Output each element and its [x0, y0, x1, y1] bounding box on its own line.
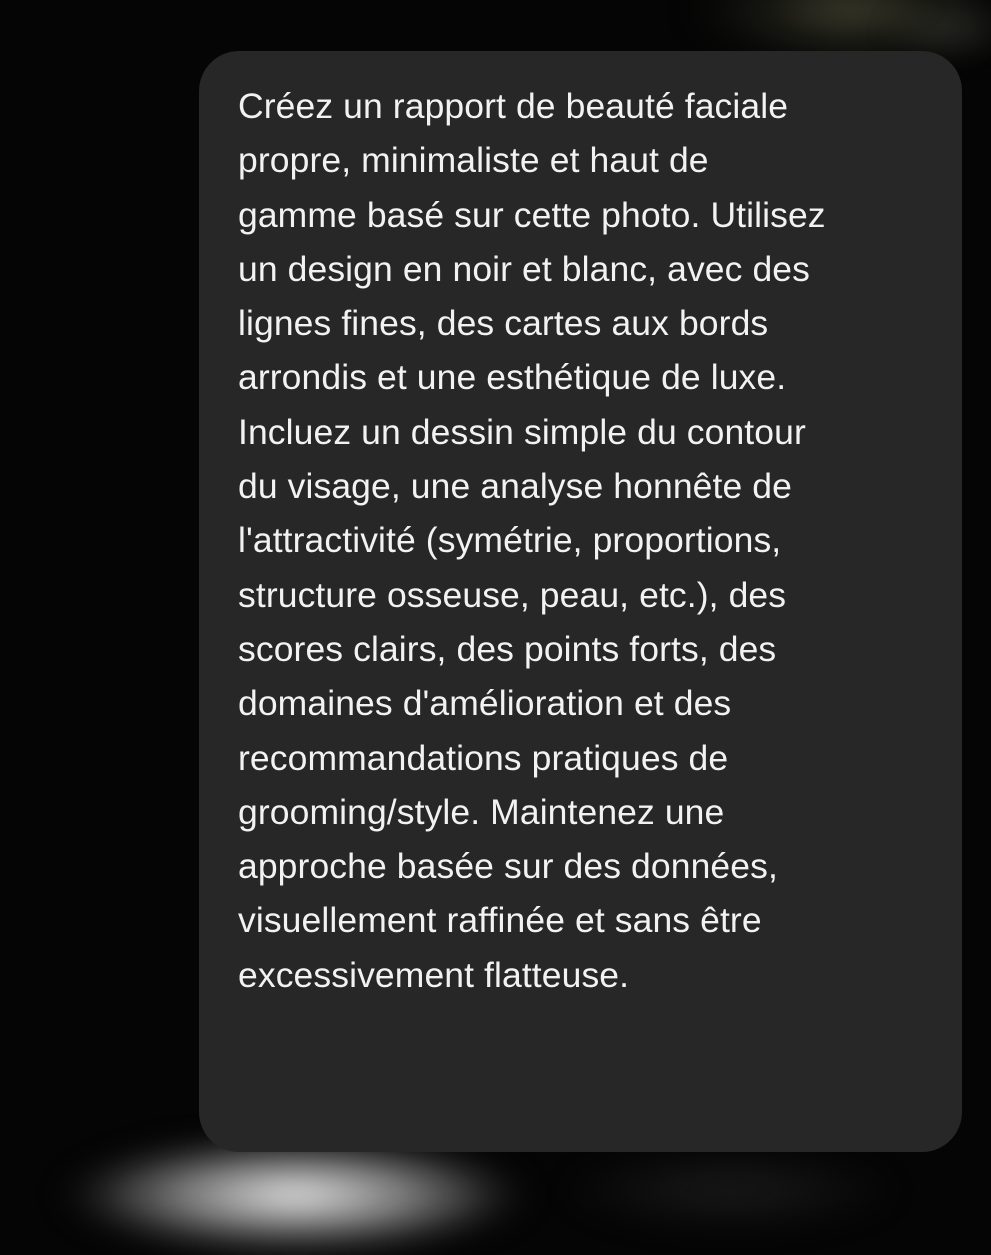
background-blur-bottom-right — [560, 1150, 900, 1230]
message-bubble[interactable] — [199, 51, 962, 1152]
message-text: Créez un rapport de beauté faciale propre, minimaliste et haut de gamme basé sur cette photo. Utilisez un design en noir et blanc, avec des lignes fines, des cartes aux bords arrondis et une esthétique de luxe. Incluez un dessin simple du contour du visage, une analyse honnête de l'attractivité (symétrie, proportions, structure osseuse, peau, etc.), des scores clairs, des points forts, des domaines d'amélioration et des recommandations pratiques de grooming/style. Maintenez une approche basée sur des données, visuellement raffinée et sans être excessivement flatteuse. — [238, 86, 826, 995]
background-blur-bottom — [60, 1135, 530, 1255]
